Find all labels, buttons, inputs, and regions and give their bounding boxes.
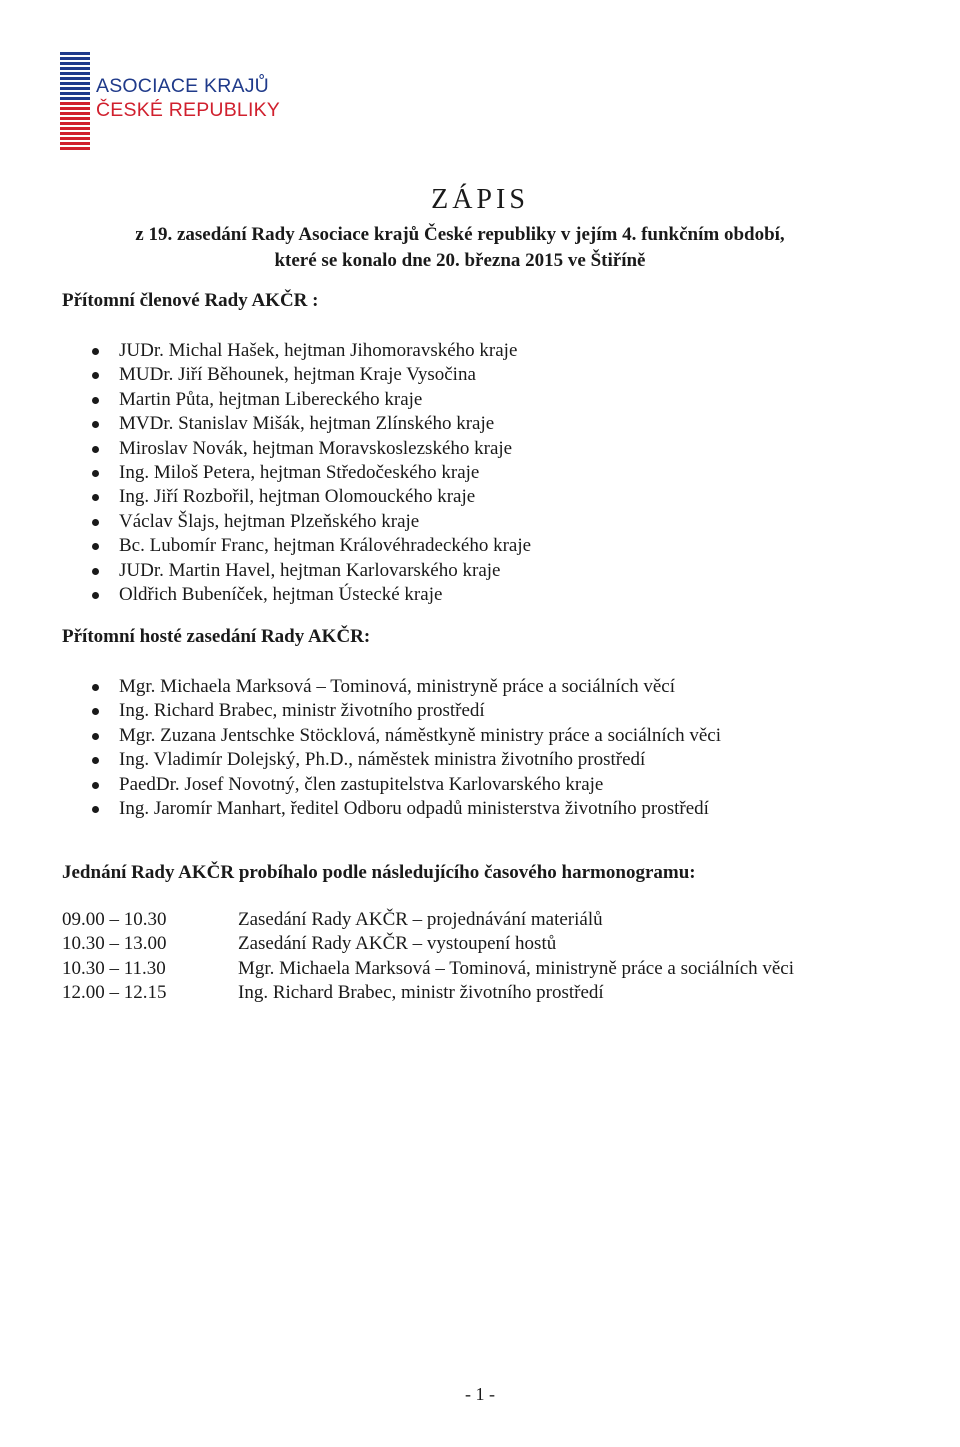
list-item <box>62 485 531 509</box>
bullet-icon <box>92 372 99 379</box>
logo-line1: ASOCIACE KRAJŮ <box>96 75 269 97</box>
bullet-icon <box>92 543 99 550</box>
list-item <box>62 797 721 821</box>
page-number: - 1 - <box>465 1384 495 1404</box>
logo-stripe <box>60 67 90 70</box>
bullet-icon <box>92 757 99 764</box>
bullet-icon <box>92 806 99 813</box>
subtitle-line-2: které se konalo dne 20. března 2015 ve Štiříně <box>274 250 646 271</box>
list-item <box>62 724 721 748</box>
logo-stripe <box>60 122 90 125</box>
schedule-heading: Jednání Rady AKČR probíhalo podle následujícího časového harmonogramu: <box>62 862 696 883</box>
guests-heading: Přítomní hosté zasedání Rady AKČR: <box>62 626 371 647</box>
subtitle-line-1: z 19. zasedání Rady Asociace krajů České republiky v jejím 4. funkčním období, <box>135 224 785 245</box>
list-item-text: Ing. Jaromír Manhart, ředitel Odboru odpadů ministerstva životního prostředí <box>119 797 709 819</box>
logo-stripe <box>60 72 90 75</box>
document-subtitle <box>60 222 860 274</box>
bullet-icon <box>92 348 99 355</box>
logo-stripe <box>60 82 90 85</box>
logo-stripe <box>60 137 90 140</box>
bullet-icon <box>92 421 99 428</box>
bullet-icon <box>92 494 99 501</box>
list-item-text: MUDr. Jiří Běhounek, hejtman Kraje Vysočina <box>119 364 476 386</box>
schedule-row <box>62 932 794 956</box>
list-item-text: JUDr. Michal Hašek, hejtman Jihomoravského kraje <box>119 340 518 361</box>
guests-list <box>62 675 721 821</box>
document-title: ZÁPIS <box>431 184 529 215</box>
members-list <box>62 339 531 607</box>
list-item-text: Mgr. Michaela Marksová – Tominová, ministryně práce a sociálních věcí <box>119 676 676 697</box>
list-item-text: PaedDr. Josef Novotný, člen zastupitelstva Karlovarského kraje <box>119 773 604 795</box>
schedule-row <box>62 908 794 932</box>
list-item <box>62 773 721 797</box>
logo-line2: ČESKÉ REPUBLIKY <box>96 99 280 121</box>
schedule-time: 10.30 – 11.30 <box>62 957 166 979</box>
list-item-text: Ing. Jiří Rozbořil, hejtman Olomouckého kraje <box>119 486 476 508</box>
list-item <box>62 534 531 558</box>
members-heading: Přítomní členové Rady AKČR : <box>62 290 319 311</box>
list-item-text: Bc. Lubomír Franc, hejtman Královéhradeckého kraje <box>119 535 532 557</box>
list-item <box>62 675 721 699</box>
schedule-item: Zasedání Rady AKČR – projednávání materiálů <box>238 909 603 930</box>
logo-stripe <box>60 132 90 135</box>
logo-stripe <box>60 77 90 80</box>
logo-stripe <box>60 92 90 95</box>
list-item <box>62 748 721 772</box>
list-item-text: Oldřich Bubeníček, hejtman Ústecké kraje <box>119 583 443 605</box>
schedule-item: Mgr. Michaela Marksová – Tominová, ministryně práce a sociálních věci <box>238 957 795 979</box>
bullet-icon <box>92 684 99 691</box>
logo-stripe <box>60 142 90 145</box>
bullet-icon <box>92 592 99 599</box>
bullet-icon <box>92 568 99 575</box>
list-item-text: Mgr. Zuzana Jentschke Stöcklová, náměstkyně ministry práce a sociálních věci <box>119 724 722 746</box>
list-item-text: MVDr. Stanislav Mišák, hejtman Zlínského kraje <box>119 413 495 435</box>
list-item-text: JUDr. Martin Havel, hejtman Karlovarského kraje <box>119 559 501 581</box>
list-item <box>62 510 531 534</box>
schedule-time: 09.00 – 10.30 <box>62 909 167 930</box>
list-item <box>62 461 531 485</box>
bullet-icon <box>92 470 99 477</box>
logo-stripe <box>60 102 90 105</box>
logo-stripe <box>60 87 90 90</box>
logo-stripe <box>60 117 90 120</box>
list-item-text: Ing. Richard Brabec, ministr životního prostředí <box>119 700 485 722</box>
bullet-icon <box>92 708 99 715</box>
logo-stripe <box>60 107 90 110</box>
schedule-time: 12.00 – 12.15 <box>62 982 167 1004</box>
bullet-icon <box>92 519 99 526</box>
bullet-icon <box>92 446 99 453</box>
list-item <box>62 583 531 607</box>
schedule-item: Ing. Richard Brabec, ministr životního prostředí <box>238 982 604 1004</box>
bullet-icon <box>92 397 99 404</box>
schedule-row <box>62 957 794 981</box>
bullet-icon <box>92 733 99 740</box>
list-item <box>62 559 531 583</box>
logo-stripe <box>60 112 90 115</box>
list-item <box>62 412 531 436</box>
list-item <box>62 388 531 412</box>
list-item <box>62 699 721 723</box>
list-item-text: Václav Šlajs, hejtman Plzeňského kraje <box>119 510 420 532</box>
list-item <box>62 437 531 461</box>
list-item-text: Ing. Miloš Petera, hejtman Středočeského kraje <box>119 461 480 483</box>
list-item <box>62 363 531 387</box>
logo-stripe <box>60 97 90 100</box>
logo-stripe <box>60 147 90 150</box>
logo-stripe <box>60 127 90 130</box>
schedule-time: 10.30 – 13.00 <box>62 933 167 955</box>
logo-stripe <box>60 57 90 60</box>
schedule-row <box>62 981 794 1005</box>
schedule-item: Zasedání Rady AKČR – vystoupení hostů <box>238 933 557 955</box>
logo <box>60 52 320 152</box>
logo-text <box>96 74 280 122</box>
list-item-text: Martin Půta, hejtman Libereckého kraje <box>119 388 423 410</box>
bullet-icon <box>92 782 99 789</box>
schedule-table <box>62 908 794 1006</box>
list-item-text: Miroslav Novák, hejtman Moravskoslezského kraje <box>119 437 513 459</box>
list-item-text: Ing. Vladimír Dolejský, Ph.D., náměstek ministra životního prostředí <box>119 749 646 771</box>
logo-stripes-icon <box>60 52 90 150</box>
logo-stripe <box>60 62 90 65</box>
list-item <box>62 339 531 363</box>
logo-stripe <box>60 52 90 55</box>
